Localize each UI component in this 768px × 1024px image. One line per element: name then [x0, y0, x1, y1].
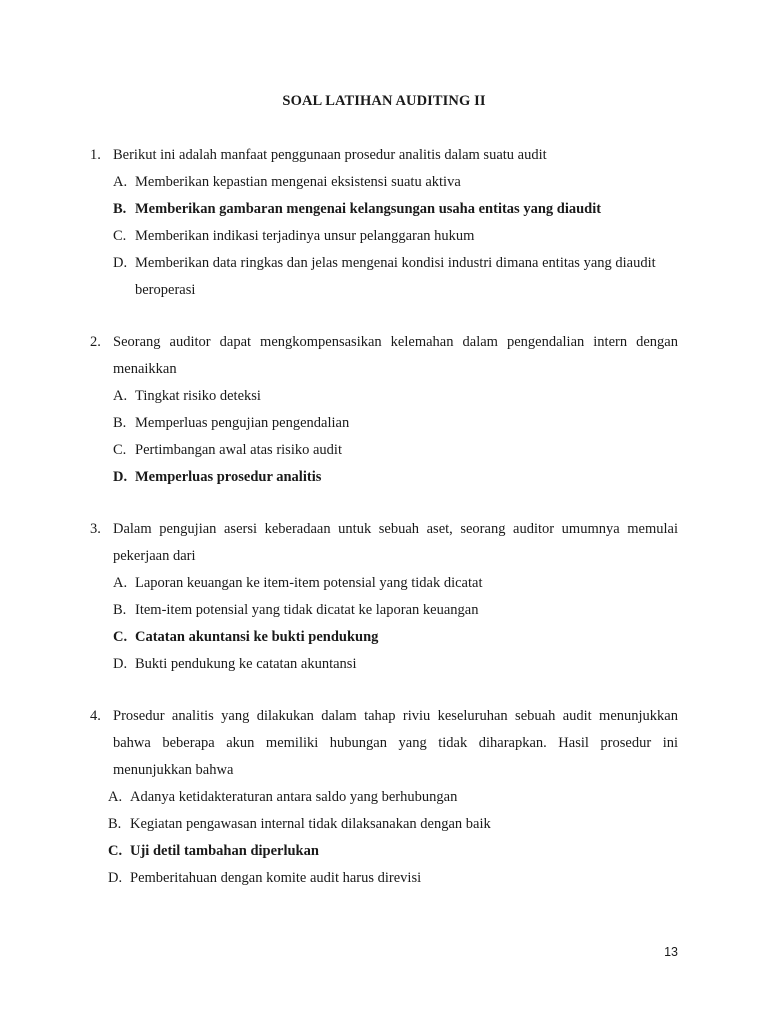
page-title: SOAL LATIHAN AUDITING II [282, 93, 486, 109]
page-number: 13 [664, 945, 678, 959]
question-stem [90, 516, 678, 543]
question-text-line-2: bahwa beberapa akun memiliki hubungan yang tidak diharapkan. Hasil prosedur ini [113, 735, 678, 751]
option-text: Memberikan indikasi terjadinya unsur pelanggaran hukum [135, 228, 475, 244]
option-c [113, 223, 678, 250]
option-letter: D. [113, 656, 128, 672]
option-letter: D. [108, 870, 123, 886]
option-letter: A. [113, 388, 128, 404]
option-letter: C. [113, 228, 127, 244]
question-number: 1. [90, 147, 101, 163]
question-4 [90, 703, 678, 892]
question-text-line-3: menunjukkan bahwa [113, 762, 234, 778]
question-stem-cont [90, 356, 678, 383]
question-number: 2. [90, 334, 101, 350]
option-text: Memberikan gambaran mengenai kelangsungan usaha entitas yang diaudit [135, 201, 602, 217]
option-letter: A. [113, 575, 128, 591]
option-text: Pemberitahuan dengan komite audit harus direvisi [130, 870, 422, 886]
option-text: Adanya ketidakteraturan antara saldo yang berhubungan [130, 789, 458, 805]
option-a [108, 784, 678, 811]
option-c-correct [113, 624, 678, 651]
option-letter: B. [108, 816, 122, 832]
option-text: Pertimbangan awal atas risiko audit [135, 442, 342, 458]
option-text: Memberikan kepastian mengenai eksistensi suatu aktiva [135, 174, 461, 190]
option-text: Uji detil tambahan diperlukan [130, 843, 319, 859]
option-a [113, 570, 678, 597]
option-d-continuation: beroperasi [135, 282, 196, 298]
question-number: 3. [90, 521, 101, 537]
question-1 [90, 142, 678, 304]
option-c [113, 437, 678, 464]
option-letter: D. [113, 255, 128, 271]
question-text: Berikut ini adalah manfaat penggunaan prosedur analitis dalam suatu audit [113, 147, 547, 163]
option-d [108, 865, 678, 892]
option-d-correct [113, 464, 678, 491]
option-text: Laporan keuangan ke item-item potensial yang tidak dicatat [135, 575, 483, 591]
question-stem-cont [90, 730, 678, 757]
option-letter: C. [108, 843, 123, 859]
option-letter: B. [113, 415, 127, 431]
option-b [108, 811, 678, 838]
option-letter: B. [113, 201, 127, 217]
option-text: Memberikan data ringkas dan jelas mengenai kondisi industri dimana entitas yang diaudit [135, 255, 656, 271]
option-text: Catatan akuntansi ke bukti pendukung [135, 629, 379, 645]
question-3 [90, 516, 678, 678]
option-letter: B. [113, 602, 127, 618]
option-b-correct [113, 196, 678, 223]
option-a [113, 383, 678, 410]
option-text: Bukti pendukung ke catatan akuntansi [135, 656, 357, 672]
question-text-line-1: Prosedur analitis yang dilakukan dalam tahap riviu keseluruhan sebuah audit menunjukkan [113, 708, 678, 724]
question-number: 4. [90, 708, 101, 724]
question-stem-cont [90, 757, 678, 784]
option-c-correct [108, 838, 678, 865]
question-stem [90, 703, 678, 730]
option-letter: C. [113, 442, 127, 458]
question-text-line-1: Seorang auditor dapat mengkompensasikan kelemahan dalam pengendalian intern dengan [113, 334, 678, 350]
question-stem [90, 142, 678, 169]
option-b [113, 410, 678, 437]
option-letter: A. [108, 789, 123, 805]
question-text-line-2: menaikkan [113, 361, 177, 377]
option-b [113, 597, 678, 624]
question-stem [90, 329, 678, 356]
option-letter: D. [113, 469, 128, 485]
question-text-line-1: Dalam pengujian asersi keberadaan untuk sebuah aset, seorang auditor umumnya memulai [113, 521, 678, 537]
option-text: Memperluas prosedur analitis [135, 469, 322, 485]
option-text: Kegiatan pengawasan internal tidak dilaksanakan dengan baik [130, 816, 491, 832]
option-letter: A. [113, 174, 128, 190]
option-a [113, 169, 678, 196]
question-text-line-2: pekerjaan dari [113, 548, 196, 564]
question-2 [90, 329, 678, 491]
option-d [113, 651, 678, 678]
option-text: Memperluas pengujian pengendalian [135, 415, 350, 431]
option-text: Item-item potensial yang tidak dicatat ke laporan keuangan [135, 602, 479, 618]
option-letter: C. [113, 629, 128, 645]
option-d [113, 250, 678, 277]
option-text: Tingkat risiko deteksi [135, 388, 261, 404]
question-stem-cont [90, 543, 678, 570]
